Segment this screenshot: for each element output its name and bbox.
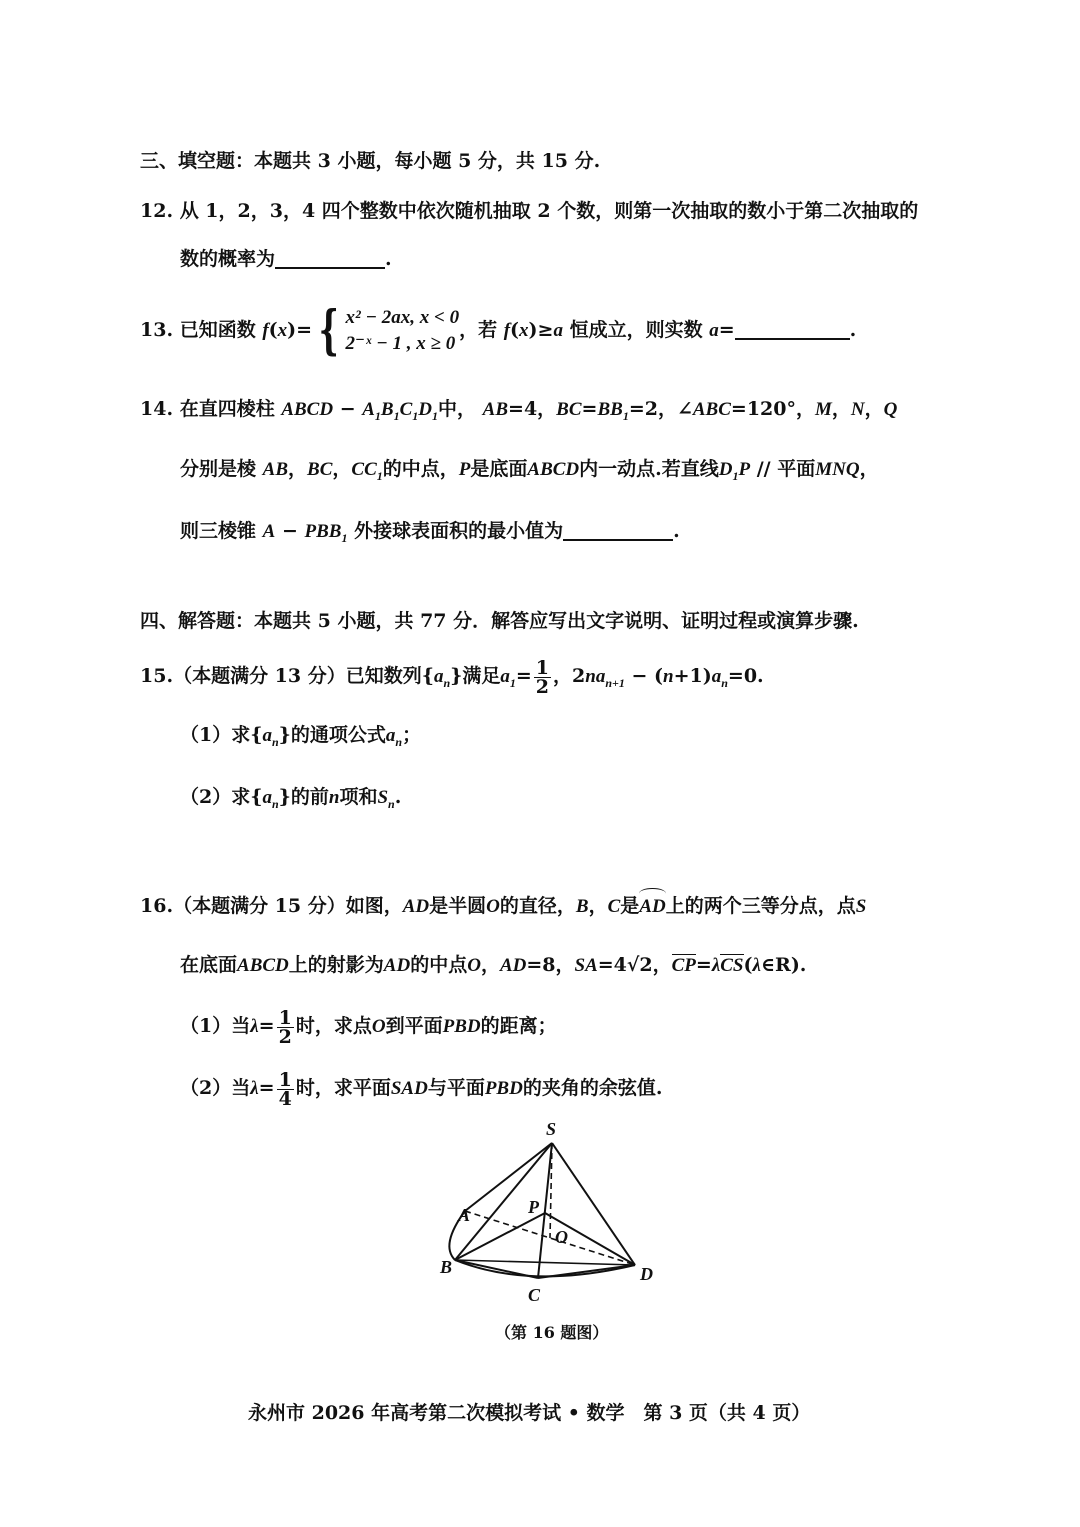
q13-mid2: 恒成立，则实数: [569, 319, 703, 341]
q16-text: 上的两个三等分点，点: [665, 895, 856, 917]
q16-part2: （2）当λ= $\frac{1}{4}$ 时，求平面SAD与平面PBD的夹角的余弦值.: [180, 1068, 663, 1110]
label-p: P: [528, 1197, 539, 1217]
q16-text: 的直径，: [499, 895, 576, 917]
q14-text: 内一动点.若直线: [579, 458, 719, 480]
q15-text: 项和: [339, 786, 378, 808]
q16-text: 时，求平面: [295, 1077, 391, 1099]
answer-blank: [735, 318, 850, 340]
q16-text: 是: [620, 895, 640, 917]
q13-line: 13. 已知函数 f(x)= { x² − 2ax, x < 0 2⁻ˣ − 1 , x ≥ 0 ，若 f(x)≥a 恒成立，则实数 a= .: [140, 300, 857, 361]
q16-number: 16.: [140, 895, 174, 917]
q16-text: 与平面: [427, 1077, 485, 1099]
q14-line3: 则三棱锥 $A - PBB_1$ 外接球表面积的最小值为 .: [180, 520, 680, 545]
q16-text: （1）当: [180, 1015, 251, 1037]
q13-mid: ，若: [459, 319, 498, 341]
q14-text: 分别是棱: [180, 458, 257, 480]
q12-text2: 数的概率为: [180, 248, 276, 270]
q15-text: 的前: [290, 786, 329, 808]
q14-line2: 分别是棱 AB，BC，$CC_1$的中点，P是底面ABCD内一动点.若直线$D_1P$ // 平面MNQ，: [180, 458, 879, 483]
q16-part1: （1）当λ= $\frac{1}{2}$ 时，求点O到平面PBD的距离；: [180, 1006, 557, 1048]
label-d: D: [640, 1264, 653, 1284]
q14-text: 中，: [438, 398, 477, 420]
pyramid-figure: [420, 1115, 680, 1320]
q15-text: 满足: [462, 665, 501, 687]
q16-text: 在底面: [180, 954, 238, 976]
q14-text: 平面: [777, 458, 816, 480]
q14-text: 则三棱锥: [180, 520, 257, 542]
q15-part1: （1）求$\{a_n\}$的通项公式$a_n$；: [180, 724, 422, 749]
q13-prefix: 已知函数: [179, 319, 256, 341]
q15-number: 15.: [140, 665, 174, 687]
q16-text: 的中点: [410, 954, 468, 976]
q15-text: （1）求: [180, 724, 251, 746]
q14-text: 是底面: [470, 458, 528, 480]
q16-text: （2）当: [180, 1077, 251, 1099]
section4-heading: 四、解答题：本题共 5 小题，共 77 分．解答应写出文字说明、证明过程或演算步骤.: [140, 610, 859, 632]
section3-heading: 三、填空题：本题共 3 小题，每小题 5 分，共 15 分.: [140, 150, 601, 172]
q16-line1: 16.（本题满分 15 分）如图，AD是半圆O的直径，B，C是AD上的两个三等分点，点S: [140, 893, 866, 920]
case-1: x² − 2ax, x < 0: [345, 307, 460, 328]
q13-number: 13.: [140, 319, 174, 341]
q16-text: 的距离；: [480, 1015, 557, 1037]
q15-line: 15.（本题满分 13 分）已知数列$\{a_n\}$满足$a_1=$ $\frac{1}{2}$ ，$2na_{n+1} - (n+1)a_n=0$.: [140, 656, 764, 698]
q12-number: 12.: [140, 200, 174, 222]
q16-text: 是半圆: [429, 895, 487, 917]
q14-number: 14.: [140, 398, 174, 420]
q16-text: 上的射影为: [288, 954, 384, 976]
q15-part2: （2）求$\{a_n\}$的前n项和$S_n$.: [180, 786, 402, 811]
q16-line2: 在底面ABCD上的射影为AD的中点O，AD=8，SA=4√2，CP=λCS(λ∈R).: [180, 954, 807, 976]
case-2: 2⁻ˣ − 1 , x ≥ 0: [345, 333, 456, 354]
label-s: S: [546, 1119, 557, 1139]
page-footer: 永州市 2026 年高考第二次模拟考试 • 数学 第 3 页（共 4 页）: [248, 1402, 811, 1424]
piecewise-cases: [346, 305, 460, 357]
q16-text: 的夹角的余弦值.: [522, 1077, 663, 1099]
q12-text1: 从 1，2，3，4 四个整数中依次随机抽取 2 个数，则第一次抽取的数小于第二次抽取的: [179, 200, 919, 222]
q12-line2: 数的概率为 .: [180, 248, 392, 270]
piecewise-brace: {: [318, 300, 339, 361]
q14-line1: 14. 在直四棱柱 ABCD − $A_1B_1C_1D_1$中， AB=4，$BC=BB_1=2$，∠ABC=120°，M，N，Q: [140, 398, 898, 423]
label-a: A: [458, 1205, 471, 1225]
label-c: C: [528, 1285, 541, 1305]
answer-blank: [275, 247, 385, 269]
q15-text: 的通项公式: [290, 724, 386, 746]
q15-text: （本题满分 13 分）已知数列: [173, 665, 422, 687]
q16-text: 时，求点: [295, 1015, 372, 1037]
q14-text: 的中点，: [382, 458, 459, 480]
answer-blank: [563, 519, 673, 541]
q14-text: 外接球表面积的最小值为: [354, 520, 564, 542]
q16-text: （本题满分 15 分）如图，: [173, 895, 403, 917]
q15-text: （2）求: [180, 786, 251, 808]
q12-line1: [140, 198, 918, 224]
edge-sc: [538, 1143, 552, 1278]
q14-text: 在直四棱柱: [179, 398, 275, 420]
edge-bd: [455, 1260, 635, 1265]
q16-text: 到平面: [385, 1015, 443, 1037]
edge-cd: [538, 1265, 635, 1278]
label-o: O: [555, 1227, 568, 1247]
label-b: B: [440, 1257, 453, 1277]
figure-caption: （第 16 题图）: [495, 1323, 609, 1342]
